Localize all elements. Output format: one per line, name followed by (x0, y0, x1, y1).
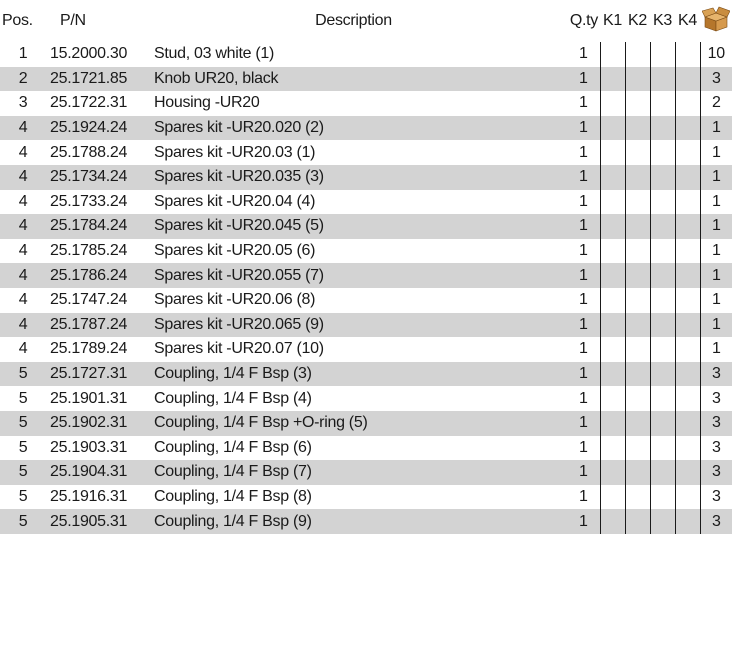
part-quantity: 1 (555, 362, 600, 387)
pack-quantity: 10 (707, 45, 725, 63)
part-number: 25.1733.24 (50, 192, 128, 210)
kit-k1-cell (600, 362, 625, 387)
table-row (0, 116, 732, 141)
kit-k3-cell (650, 362, 675, 387)
part-quantity: 1 (555, 460, 600, 485)
part-position: 4 (0, 313, 46, 338)
kit-k3-cell (650, 239, 675, 264)
part-description: Spares kit -UR20.04 (4) (154, 192, 316, 210)
kit-k3-cell (650, 140, 675, 165)
part-quantity: 1 (578, 143, 588, 161)
kit-k1-cell (600, 42, 625, 67)
part-position: 4 (0, 263, 46, 288)
table-row (0, 509, 732, 534)
part-description: Spares kit -UR20.03 (1) (154, 143, 316, 161)
part-number: 25.1903.31 (50, 438, 128, 456)
kit-k1-cell (600, 140, 625, 165)
kit-k3-cell (650, 288, 675, 313)
part-number: 25.1785.24 (50, 242, 128, 260)
part-position: 3 (18, 94, 28, 112)
part-description: Coupling, 1/4 F Bsp (8) (154, 487, 312, 505)
kit-k3-cell (650, 91, 675, 116)
kit-k4-cell (675, 337, 700, 362)
part-number: 15.2000.30 (50, 45, 128, 63)
part-position: 1 (18, 45, 28, 63)
part-description: Coupling, 1/4 F Bsp (4) (154, 389, 312, 407)
kit-k4-cell (675, 67, 700, 92)
part-number: 25.1916.31 (50, 487, 128, 505)
table-row (0, 42, 732, 67)
kit-k2-cell (625, 67, 650, 92)
column-header-k4: K4 (678, 12, 697, 29)
part-position: 2 (0, 67, 46, 92)
kit-k4-cell (675, 362, 700, 387)
part-position: 4 (18, 340, 28, 358)
pack-quantity: 1 (700, 263, 732, 288)
part-description: Coupling, 1/4 F Bsp (7) (152, 460, 555, 485)
kit-k2-cell (625, 436, 650, 461)
table-row (0, 460, 732, 485)
part-position: 5 (18, 389, 28, 407)
pack-quantity: 3 (700, 67, 732, 92)
part-position: 5 (0, 411, 46, 436)
pack-quantity: 3 (711, 438, 721, 456)
parts-table-body (0, 42, 732, 534)
part-quantity: 1 (555, 116, 600, 141)
kit-k3-cell (650, 165, 675, 190)
kit-k1-cell (600, 509, 625, 534)
part-number: 25.1924.24 (46, 116, 152, 141)
part-description: Stud, 03 white (1) (154, 45, 274, 63)
table-row (0, 165, 732, 190)
part-description: Spares kit -UR20.06 (8) (154, 291, 316, 309)
table-row (0, 288, 732, 313)
part-position: 4 (0, 116, 46, 141)
table-row (0, 214, 732, 239)
kit-k3-cell (650, 67, 675, 92)
part-quantity: 1 (578, 242, 588, 260)
kit-k3-cell (650, 116, 675, 141)
part-quantity: 1 (555, 411, 600, 436)
part-number: 25.1734.24 (46, 165, 152, 190)
part-description: Spares kit -UR20.055 (7) (152, 263, 555, 288)
pack-quantity: 1 (700, 165, 732, 190)
kit-k2-cell (625, 91, 650, 116)
kit-k2-cell (625, 263, 650, 288)
kit-k2-cell (625, 386, 650, 411)
column-header-k3: K3 (653, 12, 672, 29)
kit-k1-cell (600, 214, 625, 239)
kit-k2-cell (625, 239, 650, 264)
kit-k3-cell (650, 337, 675, 362)
table-row (0, 362, 732, 387)
part-description: Spares kit -UR20.020 (2) (152, 116, 555, 141)
part-quantity: 1 (555, 313, 600, 338)
kit-k1-cell (600, 313, 625, 338)
kit-k3-cell (650, 190, 675, 215)
pack-quantity: 3 (700, 362, 732, 387)
kit-k4-cell (675, 140, 700, 165)
table-row (0, 485, 732, 510)
table-header-row (0, 0, 732, 42)
kit-k2-cell (625, 411, 650, 436)
kit-k4-cell (675, 91, 700, 116)
kit-k3-cell (650, 509, 675, 534)
part-position: 4 (18, 291, 28, 309)
part-description: Coupling, 1/4 F Bsp (9) (152, 509, 555, 534)
part-description: Spares kit -UR20.065 (9) (152, 313, 555, 338)
part-quantity: 1 (578, 192, 588, 210)
part-quantity: 1 (578, 45, 588, 63)
kit-k4-cell (675, 509, 700, 534)
pack-quantity: 3 (711, 487, 721, 505)
pack-quantity: 1 (711, 291, 721, 309)
part-quantity: 1 (555, 214, 600, 239)
part-position: 5 (18, 438, 28, 456)
pack-quantity: 1 (711, 340, 721, 358)
kit-k3-cell (650, 460, 675, 485)
part-quantity: 1 (555, 263, 600, 288)
kit-k4-cell (675, 263, 700, 288)
kit-k2-cell (625, 214, 650, 239)
part-position: 4 (0, 214, 46, 239)
kit-k2-cell (625, 190, 650, 215)
table-row (0, 337, 732, 362)
pack-quantity: 1 (700, 313, 732, 338)
part-quantity: 1 (578, 389, 588, 407)
kit-k1-cell (600, 165, 625, 190)
table-row (0, 91, 732, 116)
part-number: 25.1721.85 (46, 67, 152, 92)
part-description: Coupling, 1/4 F Bsp (3) (152, 362, 555, 387)
part-description: Spares kit -UR20.05 (6) (154, 242, 316, 260)
column-header-qty: Q.ty (569, 12, 598, 29)
pack-quantity: 1 (711, 242, 721, 260)
part-number: 25.1747.24 (50, 291, 128, 309)
kit-k4-cell (675, 386, 700, 411)
part-position: 4 (18, 242, 28, 260)
column-header-k1: K1 (603, 12, 622, 29)
part-description: Knob UR20, black (152, 67, 555, 92)
kit-k2-cell (625, 509, 650, 534)
part-description: Spares kit -UR20.045 (5) (152, 214, 555, 239)
pack-quantity: 2 (711, 94, 721, 112)
pack-quantity: 1 (711, 143, 721, 161)
kit-k1-cell (600, 288, 625, 313)
kit-k3-cell (650, 386, 675, 411)
kit-k3-cell (650, 214, 675, 239)
part-number: 25.1788.24 (50, 143, 128, 161)
table-row (0, 263, 732, 288)
kit-k3-cell (650, 436, 675, 461)
part-quantity: 1 (578, 487, 588, 505)
kit-k1-cell (600, 386, 625, 411)
part-description: Coupling, 1/4 F Bsp +O-ring (5) (152, 411, 555, 436)
part-number: 25.1902.31 (46, 411, 152, 436)
kit-k2-cell (625, 42, 650, 67)
column-header-description: Description (315, 12, 392, 29)
kit-k1-cell (600, 116, 625, 141)
kit-k3-cell (650, 313, 675, 338)
kit-k2-cell (625, 460, 650, 485)
kit-k2-cell (625, 165, 650, 190)
part-position: 4 (0, 165, 46, 190)
part-number: 25.1784.24 (46, 214, 152, 239)
kit-k1-cell (600, 263, 625, 288)
kit-k4-cell (675, 165, 700, 190)
kit-k4-cell (675, 190, 700, 215)
part-quantity: 1 (555, 509, 600, 534)
part-position: 5 (0, 460, 46, 485)
kit-k4-cell (675, 436, 700, 461)
part-number: 25.1904.31 (46, 460, 152, 485)
kit-k4-cell (675, 460, 700, 485)
column-header-pn: P/N (60, 12, 86, 29)
kit-k1-cell (600, 436, 625, 461)
part-quantity: 1 (555, 165, 600, 190)
kit-k4-cell (675, 239, 700, 264)
column-header-pos: Pos. (2, 12, 33, 29)
kit-k2-cell (625, 140, 650, 165)
part-number: 25.1786.24 (46, 263, 152, 288)
part-position: 4 (18, 143, 28, 161)
part-description: Housing -UR20 (154, 94, 260, 112)
part-description: Coupling, 1/4 F Bsp (6) (154, 438, 312, 456)
kit-k3-cell (650, 485, 675, 510)
kit-k3-cell (650, 263, 675, 288)
table-row (0, 313, 732, 338)
kit-k1-cell (600, 190, 625, 215)
part-number: 25.1789.24 (50, 340, 128, 358)
part-number: 25.1901.31 (50, 389, 128, 407)
kit-k4-cell (675, 214, 700, 239)
kit-k4-cell (675, 288, 700, 313)
table-row (0, 436, 732, 461)
part-number: 25.1905.31 (46, 509, 152, 534)
part-position: 5 (0, 362, 46, 387)
part-quantity: 1 (578, 340, 588, 358)
column-header-pack (700, 0, 732, 42)
part-number: 25.1727.31 (46, 362, 152, 387)
kit-k1-cell (600, 485, 625, 510)
part-quantity: 1 (578, 438, 588, 456)
part-quantity: 1 (578, 94, 588, 112)
kit-k2-cell (625, 362, 650, 387)
box-icon (702, 6, 730, 37)
pack-quantity: 3 (711, 389, 721, 407)
table-row (0, 239, 732, 264)
part-description: Spares kit -UR20.035 (3) (152, 165, 555, 190)
pack-quantity: 1 (711, 192, 721, 210)
kit-k2-cell (625, 485, 650, 510)
part-description: Spares kit -UR20.07 (10) (154, 340, 324, 358)
kit-k1-cell (600, 337, 625, 362)
table-row (0, 411, 732, 436)
kit-k4-cell (675, 116, 700, 141)
kit-k2-cell (625, 288, 650, 313)
kit-k4-cell (675, 42, 700, 67)
part-number: 25.1787.24 (46, 313, 152, 338)
pack-quantity: 3 (700, 411, 732, 436)
kit-k3-cell (650, 42, 675, 67)
pack-quantity: 3 (700, 509, 732, 534)
table-row (0, 386, 732, 411)
kit-k2-cell (625, 313, 650, 338)
pack-quantity: 3 (700, 460, 732, 485)
column-header-k2: K2 (628, 12, 647, 29)
table-row (0, 67, 732, 92)
table-row (0, 140, 732, 165)
kit-k1-cell (600, 460, 625, 485)
kit-k3-cell (650, 411, 675, 436)
kit-k2-cell (625, 337, 650, 362)
part-quantity: 1 (555, 67, 600, 92)
part-quantity: 1 (578, 291, 588, 309)
part-position: 4 (18, 192, 28, 210)
kit-k1-cell (600, 239, 625, 264)
pack-quantity: 1 (700, 116, 732, 141)
part-number: 25.1722.31 (50, 94, 128, 112)
part-position: 5 (18, 487, 28, 505)
kit-k4-cell (675, 485, 700, 510)
kit-k1-cell (600, 67, 625, 92)
kit-k1-cell (600, 411, 625, 436)
pack-quantity: 1 (700, 214, 732, 239)
kit-k4-cell (675, 411, 700, 436)
kit-k4-cell (675, 313, 700, 338)
table-row (0, 190, 732, 215)
kit-k2-cell (625, 116, 650, 141)
part-position: 5 (0, 509, 46, 534)
kit-k1-cell (600, 91, 625, 116)
